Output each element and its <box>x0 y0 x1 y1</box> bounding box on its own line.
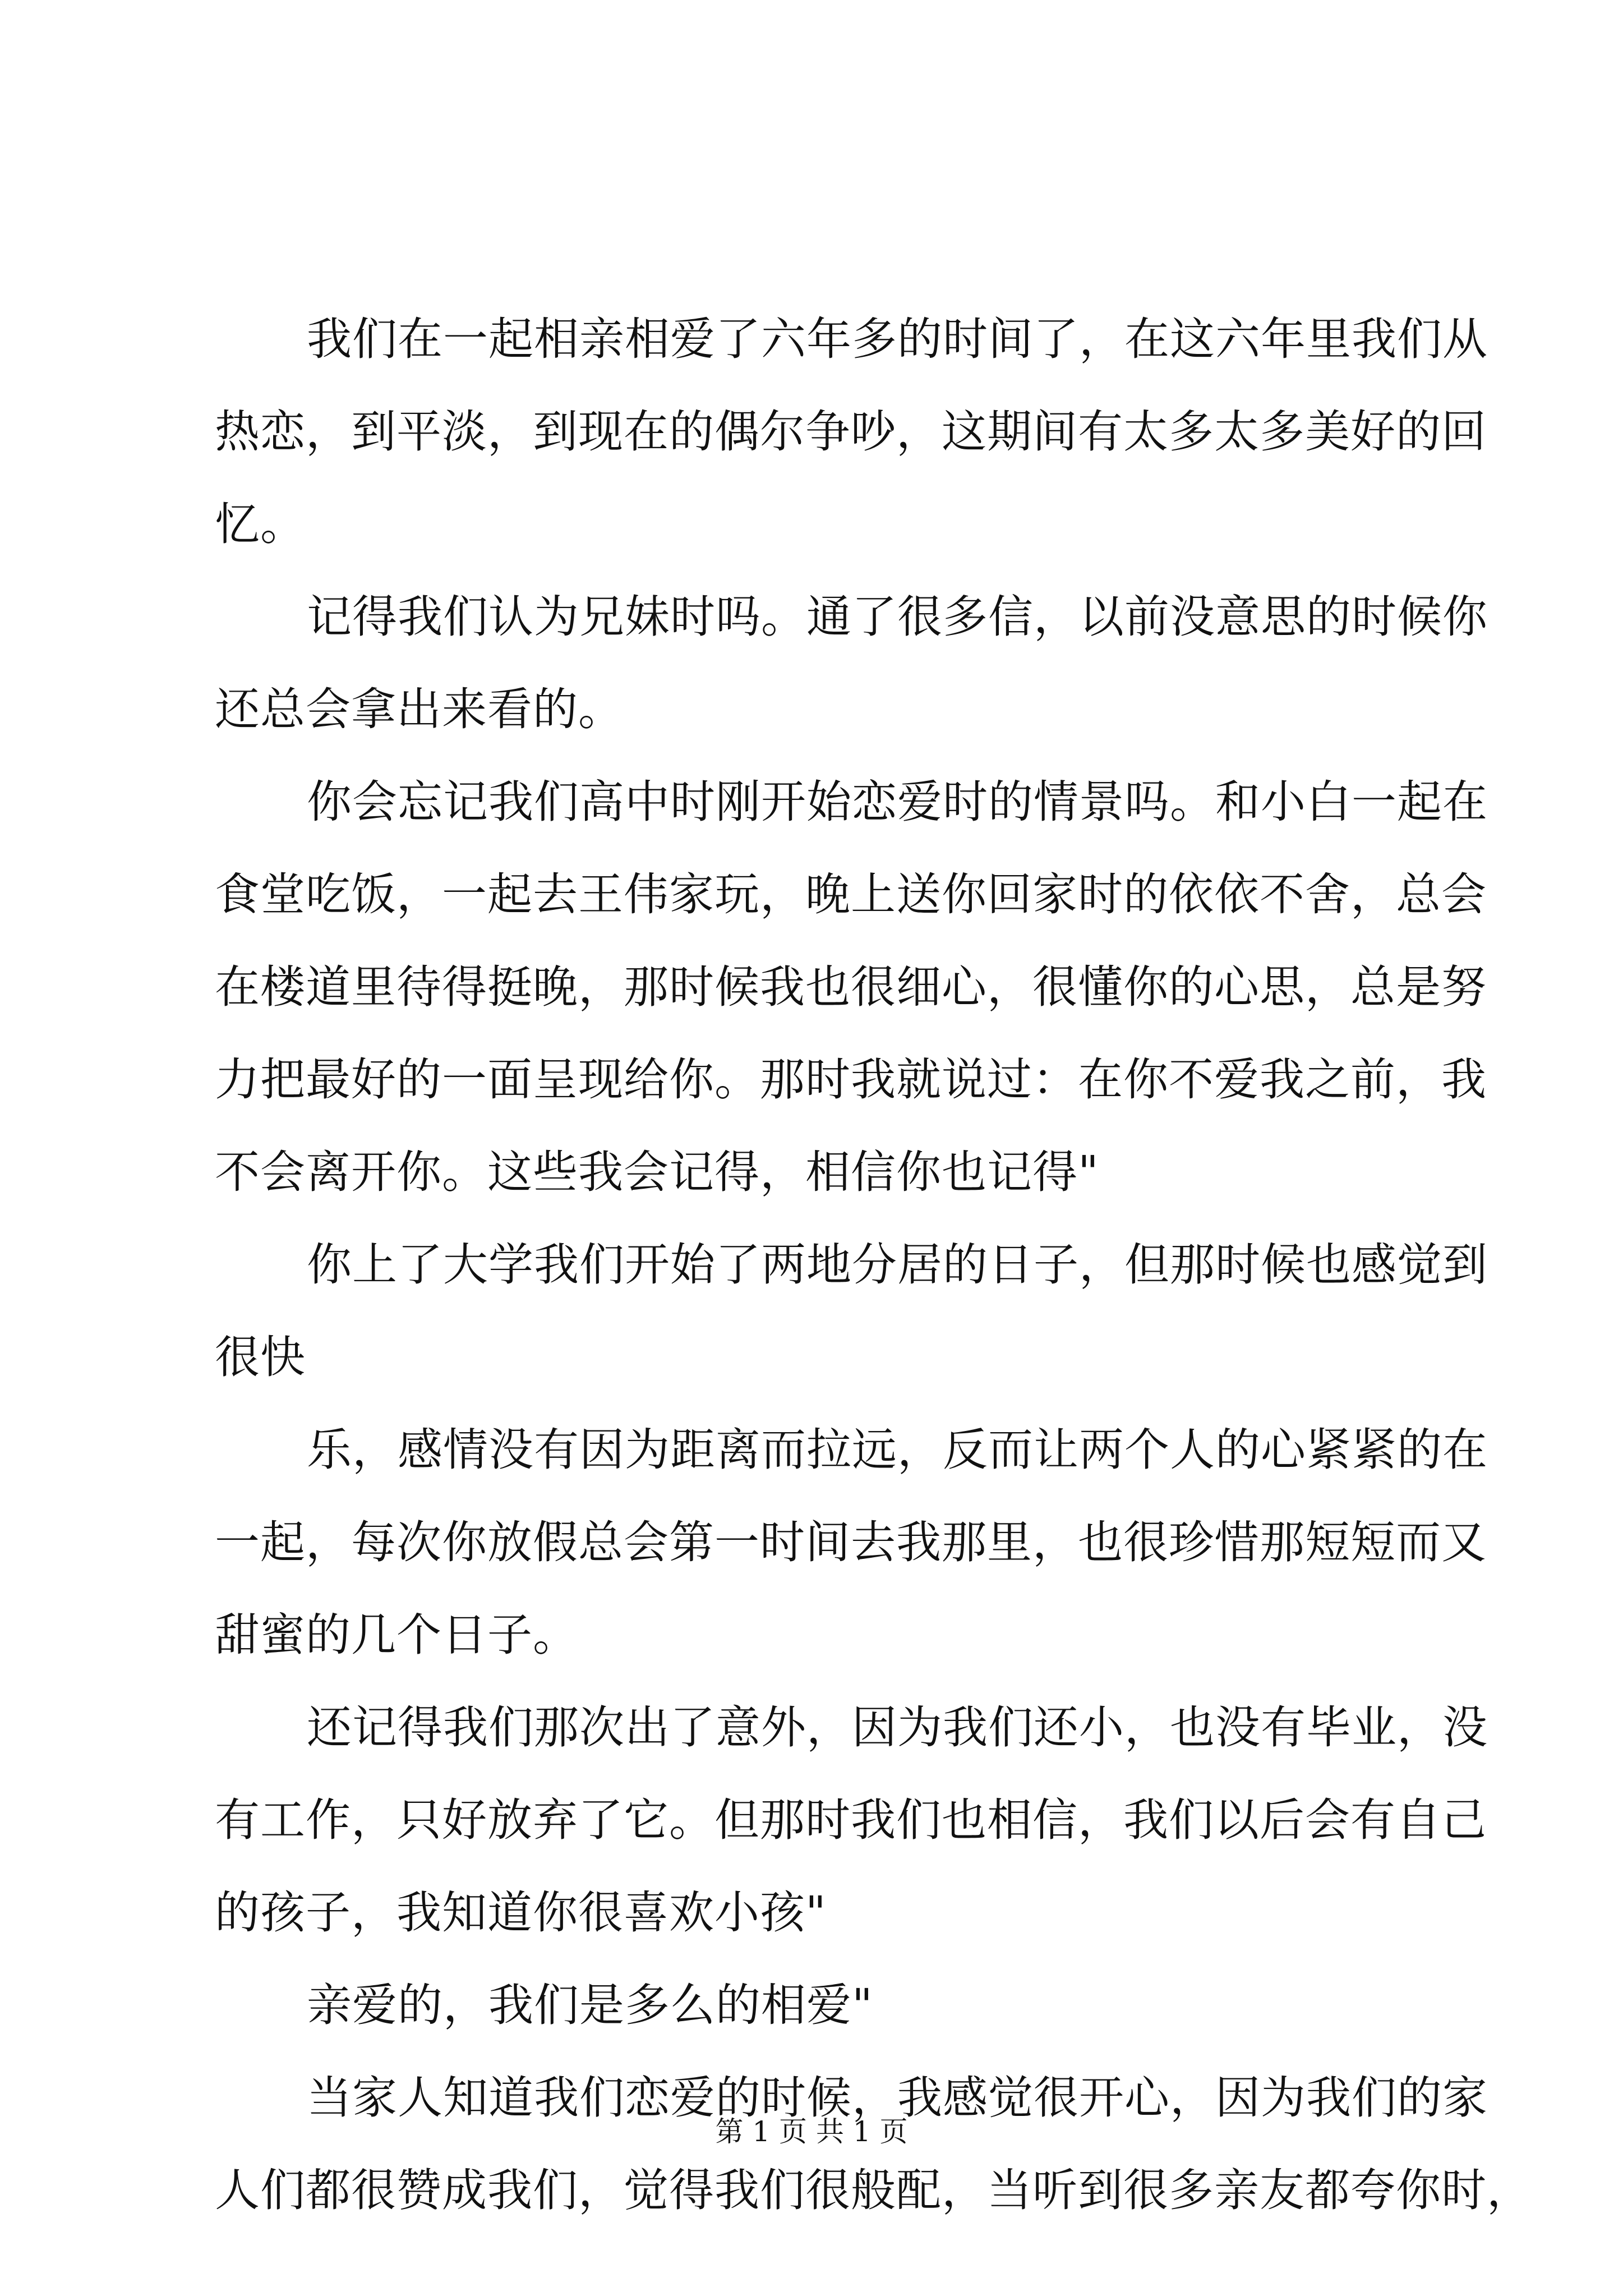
text-line: 你会忘记我们高中时刚开始恋爱时的情景吗。和小白一起在 <box>307 776 1488 828</box>
text-line: 食堂吃饭，一起去王伟家玩，晚上送你回家时的依依不舍，总会 <box>215 868 1487 921</box>
text-line: 一起，每次你放假总会第一时间去我那里，也很珍惜那短短而又 <box>215 1516 1487 1568</box>
text-line: 记得我们认为兄妹时吗。通了很多信，以前没意思的时候你 <box>307 591 1488 643</box>
text-line: 在楼道里待得挺晚，那时候我也很细心，很懂你的心思，总是努 <box>215 961 1487 1013</box>
text-line: 当家人知道我们恋爱的时候，我感觉很开心，因为我们的家 <box>307 2072 1488 2124</box>
text-line: 亲爱的，我们是多么的相爱" <box>307 1979 873 2031</box>
text-line: 不会离开你。这些我会记得，相信你也记得" <box>215 1146 1099 1198</box>
document-body <box>215 293 1532 2237</box>
page-footer <box>0 2112 1623 2151</box>
text-line: 乐，感情没有因为距离而拉远，反而让两个人的心紧紧的在 <box>307 1424 1488 1476</box>
text-line: 甜蜜的几个日子。 <box>215 1609 578 1661</box>
text-line: 的孩子，我知道你很喜欢小孩" <box>215 1887 827 1939</box>
text-line: 力把最好的一面呈现给你。那时我就说过：在你不爱我之前，我 <box>215 1053 1487 1106</box>
text-line: 人们都很赞成我们，觉得我们很般配，当听到很多亲友都夸你时， <box>215 2164 1532 2216</box>
text-line: 很快 <box>215 1331 306 1383</box>
text-line: 还记得我们那次出了意外，因为我们还小，也没有毕业，没 <box>307 1701 1488 1754</box>
text-line: 热恋，到平淡，到现在的偶尔争吵，这期间有太多太多美好的回 <box>215 406 1487 458</box>
text-line: 我们在一起相亲相爱了六年多的时间了，在这六年里我们从 <box>307 313 1488 365</box>
page-number-label: 第 1 页 共 1 页 <box>715 2115 908 2148</box>
text-line: 你上了大学我们开始了两地分居的日子，但那时候也感觉到 <box>307 1239 1488 1291</box>
text-line: 有工作，只好放弃了它。但那时我们也相信，我们以后会有自己 <box>215 1794 1487 1846</box>
text-line: 忆。 <box>215 498 306 550</box>
text-line: 还总会拿出来看的。 <box>215 683 624 735</box>
